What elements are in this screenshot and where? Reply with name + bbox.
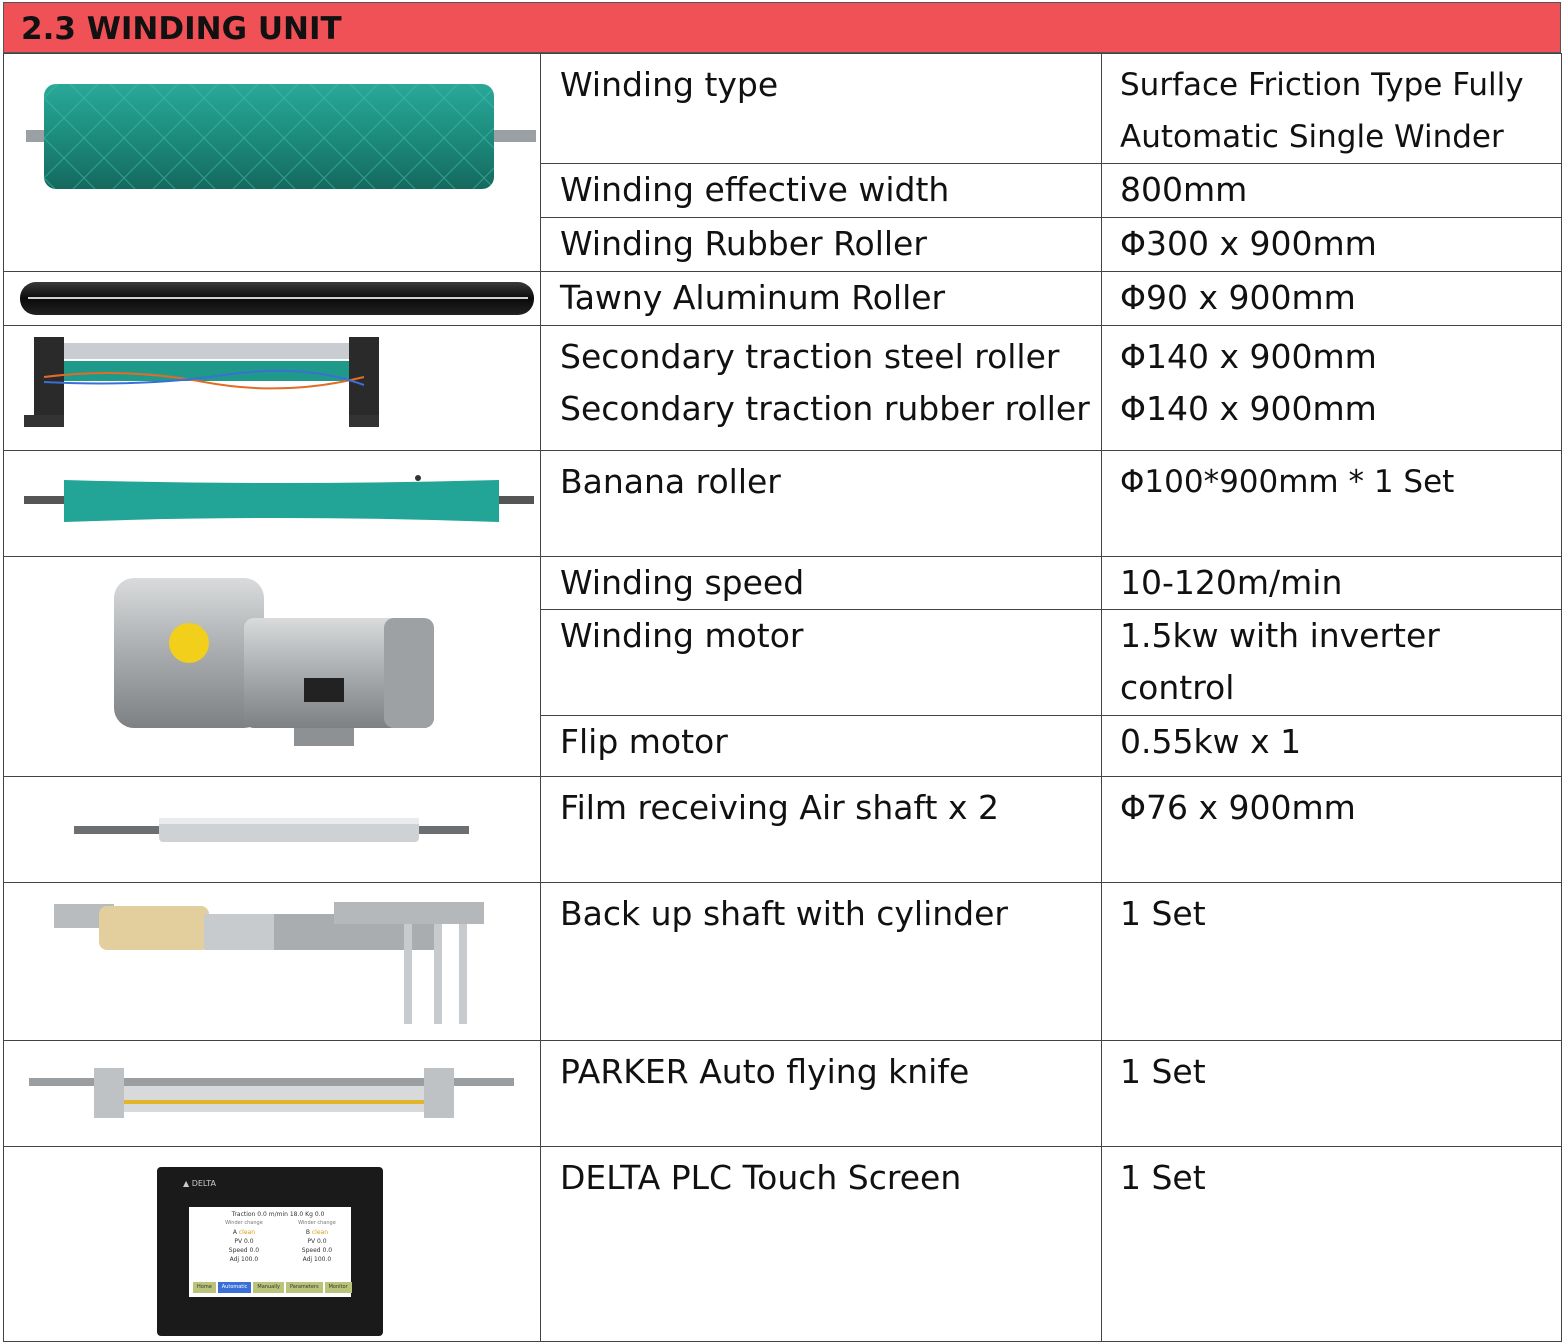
- delta-logo-icon: ▲: [183, 1179, 190, 1188]
- hmi-tab-monitor[interactable]: Monitor: [325, 1282, 352, 1293]
- section-header: [3, 2, 1561, 53]
- label-flip-motor: Flip motor: [541, 716, 1102, 777]
- label-flying-knife: PARKER Auto flying knife: [541, 1041, 1102, 1147]
- label-backup-shaft: Back up shaft with cylinder: [541, 883, 1102, 1041]
- hmi-pv-b: 0.0: [316, 1238, 327, 1245]
- hmi-traction-unit: m/min: [268, 1211, 288, 1218]
- hmi-tab-bar: [193, 1282, 352, 1293]
- air-shaft-image: [4, 777, 541, 883]
- table-row: [4, 777, 1562, 883]
- label-aluminum-roller: Tawny Aluminum Roller: [541, 272, 1102, 326]
- table-row: [4, 272, 1562, 326]
- table-row: [4, 883, 1562, 1041]
- hmi-traction-value: 0.0: [257, 1211, 267, 1218]
- value-aluminum-roller: Φ90 x 900mm: [1102, 272, 1562, 326]
- label-touch-screen: DELTA PLC Touch Screen: [541, 1147, 1102, 1342]
- label-winding-speed: Winding speed: [541, 557, 1102, 610]
- hmi-tension-unit: Kg: [305, 1211, 313, 1218]
- value-rubber-roller: Φ300 x 900mm: [1102, 218, 1562, 272]
- spec-table: [3, 53, 1562, 1342]
- hmi-adj-b[interactable]: 100.0: [314, 1256, 332, 1263]
- hmi-adj-a[interactable]: 100.0: [241, 1256, 259, 1263]
- value-effective-width: 800mm: [1102, 164, 1562, 218]
- motor-image: [4, 557, 541, 777]
- table-row: [4, 1041, 1562, 1147]
- traction-roller-image: [4, 326, 541, 451]
- label-effective-width: Winding effective width: [541, 164, 1102, 218]
- hmi-winder-b-heading: Winder change: [298, 1220, 336, 1226]
- hmi-tab-manually[interactable]: Manually: [253, 1282, 284, 1293]
- backup-shaft-image: [4, 883, 541, 1041]
- hmi-tab-parameters[interactable]: Parameters: [286, 1282, 323, 1293]
- hmi-traction-label: Traction: [231, 1211, 256, 1218]
- value-flip-motor: 0.55kw x 1: [1102, 716, 1562, 777]
- value-backup-shaft: 1 Set: [1102, 883, 1562, 1041]
- value-traction: Φ140 x 900mm Φ140 x 900mm: [1102, 326, 1562, 451]
- aluminum-roller-image: [4, 272, 541, 326]
- flying-knife-image: [4, 1041, 541, 1147]
- banana-roller-image: [4, 451, 541, 557]
- section-title: 2.3 WINDING UNIT: [21, 11, 342, 47]
- label-traction: Secondary traction steel roller Secondary traction rubber roller: [541, 326, 1102, 451]
- touch-screen-image: [4, 1147, 541, 1342]
- hmi-screen: Traction 0.0 m/min 18.0 Kg 0.0 Winder change A clean PV 0.0 Speed 0.0 Adj 100.0 Winder change B clean PV 0.0 Speed 0.0 Adj 100.0 Home Automatic Manually Parameters Monitor: [189, 1207, 351, 1297]
- value-banana-roller: Φ100*900mm * 1 Set: [1102, 451, 1562, 557]
- label-winding-motor: Winding motor: [541, 610, 1102, 716]
- value-flying-knife: 1 Set: [1102, 1041, 1562, 1147]
- hmi-winder-a-heading: Winder change: [225, 1220, 263, 1226]
- value-touch-screen: 1 Set: [1102, 1147, 1562, 1342]
- value-winding-motor: 1.5kw with inverter control: [1102, 610, 1562, 716]
- label-air-shaft: Film receiving Air shaft x 2: [541, 777, 1102, 883]
- hmi-b-status: clean: [311, 1229, 329, 1236]
- hmi-speed-b: 0.0: [322, 1247, 333, 1254]
- table-row: [4, 1147, 1562, 1342]
- hmi-tab-home[interactable]: Home: [193, 1282, 216, 1293]
- label-rubber-roller: Winding Rubber Roller: [541, 218, 1102, 272]
- hmi-tab-automatic[interactable]: Automatic: [218, 1282, 252, 1293]
- label-banana-roller: Banana roller: [541, 451, 1102, 557]
- table-row: [4, 54, 1562, 164]
- hmi-bezel: [157, 1167, 383, 1336]
- value-winding-speed: 10-120m/min: [1102, 557, 1562, 610]
- table-row: [4, 557, 1562, 610]
- table-row: [4, 326, 1562, 451]
- label-winding-type: Winding type: [541, 54, 1102, 164]
- hmi-tension-set: 0.0: [314, 1211, 325, 1218]
- hmi-pv-a: 0.0: [243, 1238, 254, 1245]
- hmi-speed-a: 0.0: [249, 1247, 260, 1254]
- hmi-a-status: clean: [238, 1229, 256, 1236]
- hmi-tension-value: 18.0: [289, 1211, 304, 1218]
- hmi-brand: DELTA: [191, 1179, 217, 1188]
- value-air-shaft: Φ76 x 900mm: [1102, 777, 1562, 883]
- table-row: [4, 451, 1562, 557]
- rubber-roller-image: [4, 54, 541, 272]
- value-winding-type: Surface Friction Type Fully Automatic Single Winder: [1102, 54, 1562, 164]
